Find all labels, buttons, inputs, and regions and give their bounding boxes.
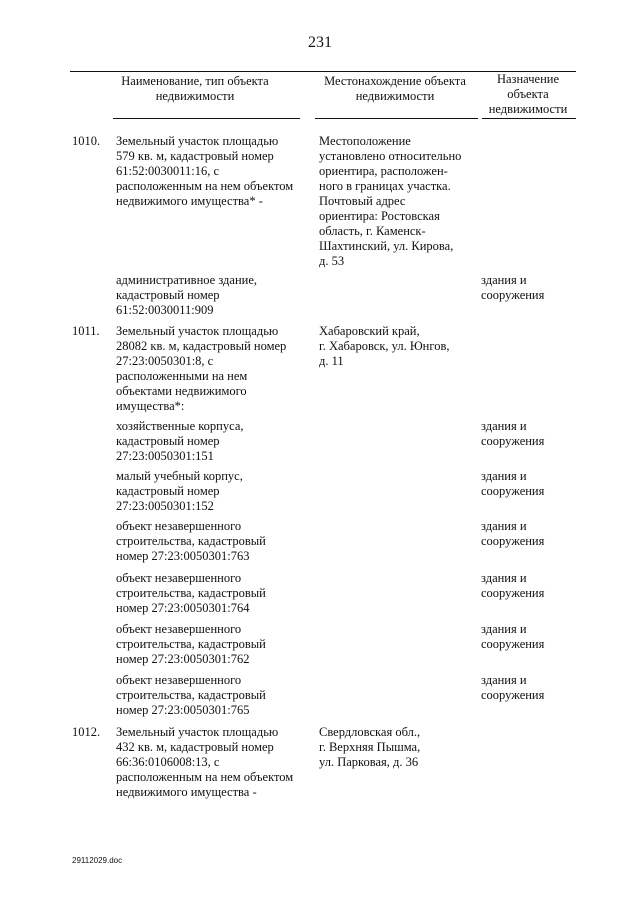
entry-purpose: здания и сооружения [481,571,545,600]
column-header-purpose: Назначение объекта недвижимости [488,72,568,116]
entry-location: Местоположение установлено относительно ориентира, расположен- ного в границах участка. Почтовый адрес ориентира: Ростовская область, г. Каменск- Шахтинский, ул. Кирова, д. 53 [319,134,462,268]
entry-name: административное здание, кадастровый номер 61:52:0030011:909 [116,273,258,317]
header-underline-purpose [482,118,576,119]
entry-location: Хабаровский край, г. Хабаровск, ул. Юнгов, д. 11 [319,324,450,368]
column-header-location: Местонахождение объекта недвижимости [324,74,466,103]
entry-name: объект незавершенного строительства, кадастровый номер 27:23:0050301:763 [116,519,266,563]
entry-number: 1010. [72,134,101,148]
header-underline-location [315,118,478,119]
entry-purpose: здания и сооружения [481,673,545,702]
header-underline-name [113,118,300,119]
entry-name: Земельный участок площадью 579 кв. м, кадастровый номер 61:52:0030011:16, с расположенным на нем объектом недвижимого имущества* - [116,134,294,208]
entry-name: объект незавершенного строительства, кадастровый номер 27:23:0050301:762 [116,622,266,666]
entry-name: Земельный участок площадью 28082 кв. м, кадастровый номер 27:23:0050301:8, с расположенными на нем объектами недвижимого имущества*: [116,324,287,413]
entry-number: 1011. [72,324,100,338]
entry-number: 1012. [72,725,101,739]
entry-purpose: здания и сооружения [481,273,545,302]
entry-name: Земельный участок площадью 432 кв. м, кадастровый номер 66:36:0106008:13, с расположенным на нем объектом недвижимого имущества - [116,725,294,799]
entry-name: объект незавершенного строительства, кадастровый номер 27:23:0050301:765 [116,673,266,717]
page-number: 231 [308,34,332,51]
document-footer: 29112029.doc [72,856,123,865]
entry-name: хозяйственные корпуса, кадастровый номер 27:23:0050301:151 [116,419,244,463]
entry-location: Свердловская обл., г. Верхняя Пышма, ул. Парковая, д. 36 [319,725,421,769]
entry-purpose: здания и сооружения [481,419,545,448]
entry-name: объект незавершенного строительства, кадастровый номер 27:23:0050301:764 [116,571,266,615]
entry-purpose: здания и сооружения [481,519,545,548]
column-header-name: Наименование, тип объекта недвижимости [121,74,269,103]
entry-name: малый учебный корпус, кадастровый номер 27:23:0050301:152 [116,469,243,513]
entry-purpose: здания и сооружения [481,622,545,651]
entry-purpose: здания и сооружения [481,469,545,498]
